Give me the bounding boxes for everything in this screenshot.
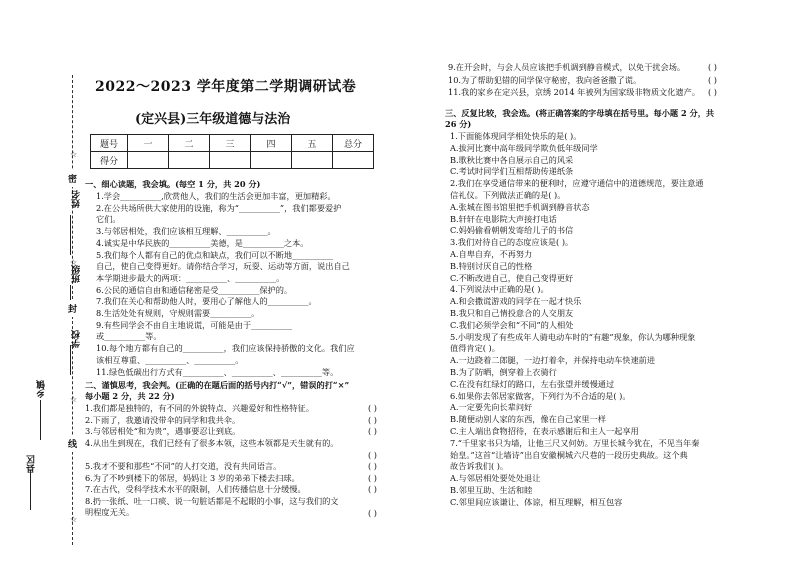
- answer-parentheses[interactable]: ( ): [708, 87, 717, 97]
- town-underline: [40, 400, 41, 440]
- question-line: A.一定要先向长辈问好: [450, 402, 533, 413]
- answer-parentheses[interactable]: ( ): [368, 415, 377, 425]
- seal-char-feng: 封: [68, 300, 77, 317]
- school-label: 学校: [72, 330, 82, 348]
- answer-parentheses[interactable]: ( ): [708, 75, 717, 85]
- question-line: B.随便动别人家的东西，像在自己家里一样: [450, 414, 606, 425]
- question-line: C.在没有红绿灯的路口，左右张望并缓慢通过: [450, 378, 615, 389]
- score-cell: 一: [128, 135, 169, 152]
- score-cell: [333, 152, 374, 169]
- score-cell: 四: [251, 135, 292, 152]
- question-line: C.我们必须学会和“不同”的人相处: [450, 319, 574, 330]
- answer-parentheses[interactable]: ( ): [368, 473, 377, 483]
- question-line: 4.下列说法中正确的是( )。: [450, 284, 549, 295]
- question-line: 5.我们每个人都有自己的优点和缺点，我们可以不断地__________: [96, 249, 334, 260]
- question-line: 6.为了不吵到楼下的邻居，妈妈让 3 岁的弟弟下楼去扫球。: [85, 472, 300, 483]
- answer-parentheses[interactable]: ( ): [368, 484, 377, 494]
- answer-parentheses[interactable]: ( ): [368, 403, 377, 413]
- score-cell: 二: [169, 135, 210, 152]
- town-label: 乡镇: [37, 380, 47, 398]
- question-line: A.自卑自弃，不再努力: [450, 249, 533, 259]
- question-line: 11.我的家乡在定兴县，京绣 2014 年被列为国家级非物质文化遗产。: [448, 87, 700, 97]
- question-line: 3.我们对待自己的态度应该是( )。: [450, 237, 574, 248]
- star-icon: ☆: [70, 150, 78, 159]
- question-line: C.邻里间应该谦让、体谅，相互理解，相互包容: [450, 496, 623, 507]
- question-line: 2.下雨了，我邀请没带伞的同学和我共伞。: [85, 414, 241, 425]
- score-table-header-row: [91, 135, 374, 152]
- question-line: 自己，使自己变得更好。请你结合学习，玩耍、运动等方面，说出自己: [96, 261, 350, 272]
- question-line: 2.在公共场所供大家使用的设施，称为“__________”，我们都要爱护: [96, 202, 342, 213]
- question-line: 4.诚实是中华民族的__________美德，是__________之本。: [96, 237, 309, 248]
- question-line: 明程度无关。: [85, 507, 135, 518]
- answer-parentheses[interactable]: ( ): [368, 461, 377, 471]
- star-icon: ☆: [70, 395, 78, 404]
- class-label: 班级: [72, 265, 82, 283]
- county-label: 县区: [27, 455, 37, 473]
- question-line: 1.我们都是独特的，有不同的外貌特点、兴趣爱好和性格特征。: [85, 403, 314, 413]
- question-line: 3.与邻居相处，我们应该相互理解、__________。: [96, 226, 276, 237]
- score-cell: [128, 152, 169, 169]
- section2-heading: 二、谨慎思考，我会判。(正确的在题后面的括号内打“√”，错误的打“×”: [85, 380, 350, 390]
- question-line: C.妈妈偷看朝朝发寄给儿子的书信: [450, 225, 574, 236]
- question-line: 2.我们在享受通信带来的便利时，应遵守通信中的道德规范，要注意通: [450, 178, 704, 189]
- answer-parentheses[interactable]: ( ): [368, 426, 377, 436]
- question-line: 始皇。”这首“让墙诗”出自安徽桐城六尺巷的一段历史典故。这个典: [450, 449, 688, 460]
- score-cell: [251, 152, 292, 169]
- question-line: 5.我才不要和那些“不同”的人打交道，没有共同语言。: [85, 461, 282, 471]
- question-line: A.与邻居相处要处处退让: [450, 473, 541, 484]
- section2-heading-cont: 每小题 2 分，共 22 分): [85, 391, 175, 401]
- question-line: A.拔河比赛中高年级同学欺负低年级同学: [450, 142, 598, 153]
- question-line: B.歌秋比赛中各自展示自己的风采: [450, 154, 574, 165]
- score-cell: 得分: [91, 152, 128, 169]
- name-underline: [70, 215, 71, 255]
- question-line: B.邻里互助、生活和睦: [450, 485, 533, 495]
- question-line: 7.“千里家书只为墙，让他三尺又何妨。万里长城今犹在，不见当年秦: [450, 437, 700, 448]
- answer-parentheses[interactable]: ( ): [368, 508, 377, 518]
- question-line: 8.扔一张纸、吐一口痰、说一句脏话都是不起眼的小事，这与我们的文: [85, 495, 339, 506]
- question-line: 值得肯定( )。: [450, 343, 500, 354]
- score-cell: [210, 152, 251, 169]
- seal-char-xian: 线: [68, 435, 77, 452]
- question-line: 3.与邻居相处“和为贵”，遇事要忍让到底。: [85, 426, 241, 437]
- question-line: 7.在古代，受科学技术水平的限制，人们传播信息十分缓慢。: [85, 484, 306, 495]
- question-line: 8.生活处处有规则，守规则需要__________。: [96, 308, 260, 318]
- exam-subtitle: (定兴县)三年级道德与法治: [135, 112, 291, 127]
- question-line: 4.从出生到现在，我们已经有了很多本领，这些本领都是天生就有的。: [85, 437, 339, 448]
- question-line: 本学期进步最大的两项：__________、__________。: [96, 272, 285, 283]
- star-icon: ☆: [70, 515, 78, 524]
- question-line: 10.为了帮助犯错的同学保守秘密，我向爸爸撒了谎。: [448, 74, 642, 85]
- answer-parentheses[interactable]: ( ): [708, 62, 717, 72]
- star-icon: ☆: [70, 258, 78, 267]
- score-cell: [292, 152, 333, 169]
- question-line: A.张城在图书馆里把手机调到静音状态: [450, 201, 590, 212]
- question-line: 该相互尊重、__________、__________。: [96, 354, 244, 365]
- question-line: 故告诉我们( )。: [450, 461, 509, 472]
- question-line: A.一边跷着二郎腿，一边打着伞，并保持电动车快速前进: [450, 355, 656, 366]
- name-label: 姓名: [72, 190, 82, 208]
- score-cell: [169, 152, 210, 169]
- section1-heading: 一、细心读题，我会填。(每空 1 分，共 20 分): [85, 179, 261, 189]
- question-line: C.主人端出食物招待，在表示感谢后和主人一起享用: [450, 426, 639, 436]
- question-line: B.特别讨厌自己的性格: [450, 260, 533, 271]
- question-line: 5.小明发现了有些成年人骑电动车时的“有趣”现象，你认为哪种现象: [450, 331, 696, 342]
- county-underline: [30, 470, 31, 510]
- question-line: B.我只和自己情投意合的人交朋友: [450, 308, 574, 318]
- question-line: 9.有些同学会不由自主地说谎，可能是由于__________: [96, 319, 293, 330]
- seal-char-mi: 密: [68, 170, 77, 187]
- section3-heading-cont: 26 分): [445, 119, 472, 129]
- section3-heading: 三、反复比较，我会选。(将正确答案的字母填在括号里。每小题 2 分，共: [445, 108, 715, 118]
- question-line: C.不断改进自己，使自己变得更好: [450, 272, 574, 283]
- question-line: 11.绿色低碳出行方式有__________、__________、__________等。: [96, 366, 339, 377]
- question-line: 信礼仪。下列做法正确的是( )。: [450, 190, 566, 200]
- score-cell: 题号: [91, 135, 128, 152]
- question-line: 1.学会__________,欣赏他人，我们的生活会更加丰富，更加精彩。: [96, 191, 336, 201]
- score-table-score-row: [91, 152, 374, 169]
- score-cell: 总分: [333, 135, 374, 152]
- question-line: B.为了防晒，倒穿着上衣骑行: [450, 367, 557, 377]
- question-line: 6.公民的通信自由和通信秘密是受__________保护的。: [96, 284, 293, 295]
- school-underline: [70, 345, 71, 375]
- exam-title: 2022～2023 学年度第二学期调研试卷: [95, 79, 357, 95]
- answer-parentheses[interactable]: ( ): [368, 450, 377, 460]
- question-line: 10.每个地方都有自己的__________，我们应该保持骄傲的文化。我们应: [96, 343, 355, 354]
- question-line: 6.如果你去邻居家做客，下列行为不合适的是( )。: [450, 390, 631, 401]
- question-line: C.考试时同学们互相帮助传递纸条: [450, 166, 574, 177]
- question-line: 7.我们在关心和帮助他人时，要用心了解他人的__________。: [96, 296, 317, 307]
- question-line: 或__________等。: [96, 331, 162, 342]
- score-cell: 三: [210, 135, 251, 152]
- question-line: 它们。: [96, 214, 121, 225]
- question-line: 9.在开会时，与会人员应该把手机调到静音模式，以免干扰会场。: [448, 62, 686, 72]
- question-line: 1.下面能体现同学相处快乐的是( )。: [450, 131, 582, 141]
- score-table: [90, 134, 374, 169]
- question-line: A.和会撒谎游戏的同学在一起才快乐: [450, 296, 582, 307]
- question-line: B.轩轩在电影院大声接打电话: [450, 213, 557, 224]
- score-cell: 五: [292, 135, 333, 152]
